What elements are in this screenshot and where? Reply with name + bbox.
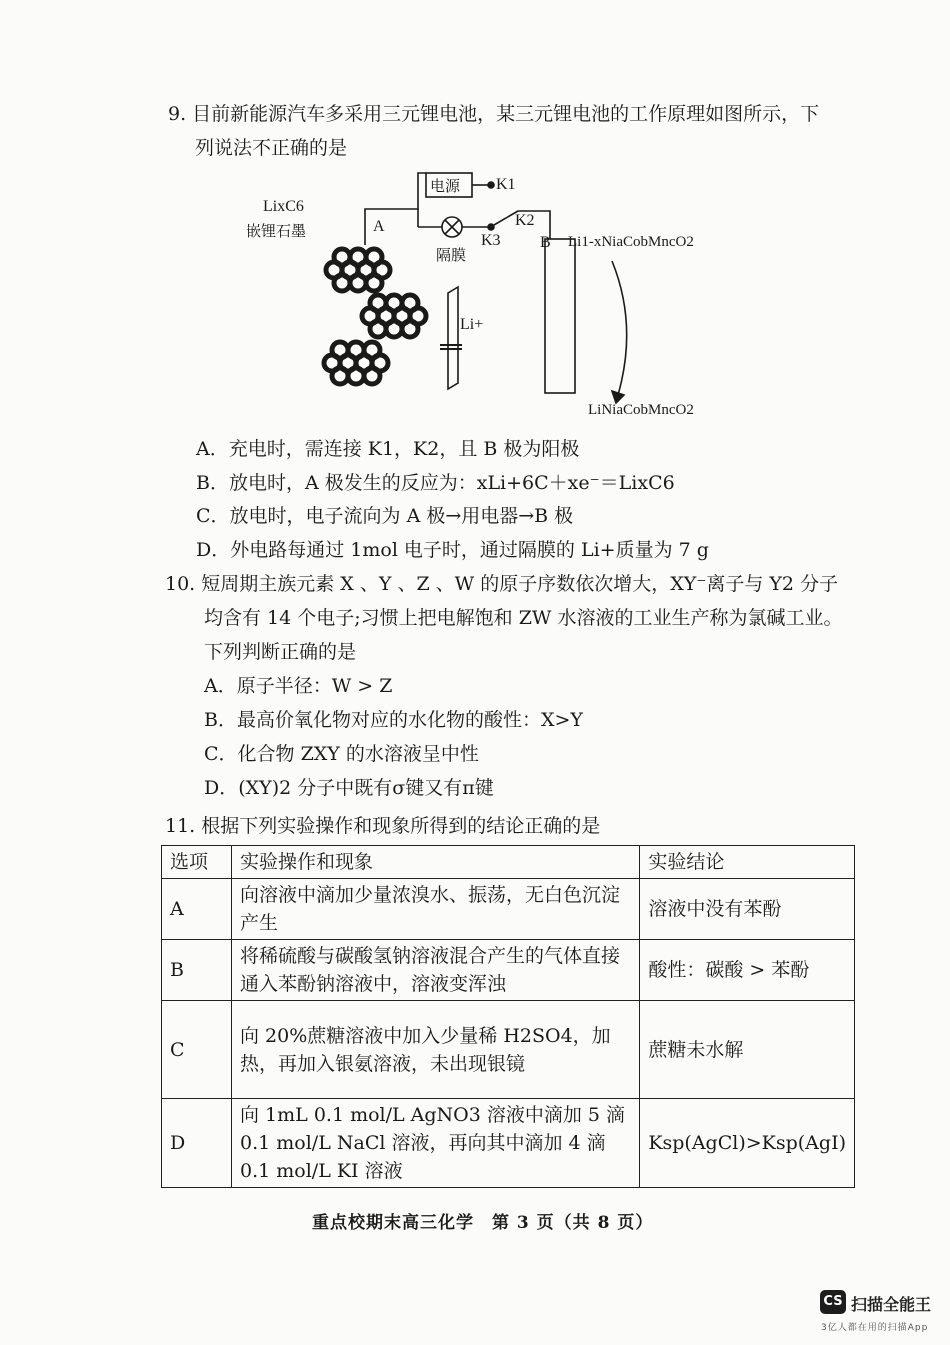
graphite-anode	[324, 249, 426, 384]
q9-option-b: B．放电时，A 极发生的反应为：xLi+6C＋xe⁻＝LixC6	[196, 472, 675, 494]
table-row	[162, 1099, 855, 1188]
q9-stem-line2: 列说法不正确的是	[195, 137, 348, 159]
cathode-formula-bottom: LiNiaCobMncO2	[588, 402, 694, 418]
separator-membrane	[448, 287, 458, 389]
table-row	[162, 879, 855, 940]
row-option: A	[162, 879, 232, 940]
row-conclusion: 酸性：碳酸 > 苯酚	[640, 940, 855, 1001]
table-header-row	[162, 846, 855, 879]
row-operation: 向 20%蔗糖溶液中加入少量稀 H2SO4，加热，再加入银氨溶液，未出现银镜	[232, 1001, 640, 1099]
anode-formula-label: LixC6	[263, 198, 304, 215]
q9-option-a: A．充电时，需连接 K1，K2，且 B 极为阳极	[196, 438, 580, 460]
k2-label: K2	[515, 212, 535, 229]
row-operation: 将稀硫酸与碳酸氢钠溶液混合产生的气体直接通入苯酚钠溶液中，溶液变浑浊	[232, 940, 640, 1001]
k3-terminal	[488, 224, 494, 230]
cathode-electrode	[545, 239, 575, 393]
separator-label: 隔膜	[436, 246, 467, 264]
anode-name-label: 嵌锂石墨	[246, 222, 307, 240]
conversion-arc	[612, 261, 627, 395]
q10-stem-line2: 均含有 14 个电子;习惯上把电解饱和 ZW 水溶液的工业生产称为氯碱工业。	[204, 607, 843, 629]
header-conclusion: 实验结论	[640, 846, 855, 879]
camscanner-logo-icon: CS	[820, 1290, 846, 1314]
electrode-b-label: B	[540, 234, 551, 251]
row-conclusion: 溶液中没有苯酚	[640, 879, 855, 940]
q10-option-d: D．(XY)2 分子中既有σ键又有π键	[204, 777, 494, 799]
row-option: C	[162, 1001, 232, 1099]
k3-label: K3	[481, 232, 501, 249]
cathode-formula-top: Li1-xNiaCobMncO2	[568, 234, 694, 250]
row-conclusion: 蔗糖未水解	[640, 1001, 855, 1099]
page-footer: 重点校期末高三化学 第 3 页（共 8 页）	[312, 1213, 654, 1233]
row-option: B	[162, 940, 232, 1001]
q9-option-c: C．放电时，电子流向为 A 极→用电器→B 极	[196, 505, 574, 527]
k1-terminal	[488, 182, 494, 188]
header-operation: 实验操作和现象	[232, 846, 640, 879]
row-operation: 向溶液中滴加少量浓溴水、振荡，无白色沉淀产生	[232, 879, 640, 940]
q10-option-a: A．原子半径：W > Z	[204, 675, 393, 697]
table-row	[162, 1001, 855, 1099]
row-operation: 向 1mL 0.1 mol/L AgNO3 溶液中滴加 5 滴 0.1 mol/L NaCl 溶液，再向其中滴加 4 滴 0.1 mol/L KI 溶液	[232, 1099, 640, 1188]
header-option: 选项	[162, 846, 232, 879]
battery-diagram	[240, 165, 720, 430]
camscanner-tagline: 3亿人都在用的扫描App	[821, 1323, 929, 1333]
electrode-a-label: A	[373, 218, 385, 235]
power-source-label: 电源	[430, 177, 461, 195]
q9-option-d: D．外电路每通过 1mol 电子时，通过隔膜的 Li+质量为 7 g	[196, 539, 709, 561]
q10-stem-line1: 10. 短周期主族元素 X 、Y 、Z 、W 的原子序数依次增大，XY⁻离子与 Y2 分子	[165, 573, 839, 595]
k1-label: K1	[496, 176, 516, 193]
li-ion-label: Li+	[460, 316, 484, 333]
row-option: D	[162, 1099, 232, 1188]
q9-stem-line1: 9. 目前新能源汽车多采用三元锂电池，某三元锂电池的工作原理如图所示，下	[168, 103, 820, 125]
row-conclusion: Ksp(AgCl)>Ksp(AgI)	[640, 1099, 855, 1188]
q10-option-c: C．化合物 ZXY 的水溶液呈中性	[204, 743, 479, 765]
q10-option-b: B．最高价氧化物对应的水化物的酸性：X>Y	[204, 709, 583, 731]
q10-stem-line3: 下列判断正确的是	[204, 641, 357, 663]
camscanner-name: 扫描全能王	[851, 1295, 932, 1314]
q11-stem: 11. 根据下列实验操作和现象所得到的结论正确的是	[165, 815, 601, 837]
experiment-table	[161, 845, 855, 1188]
table-row	[162, 940, 855, 1001]
